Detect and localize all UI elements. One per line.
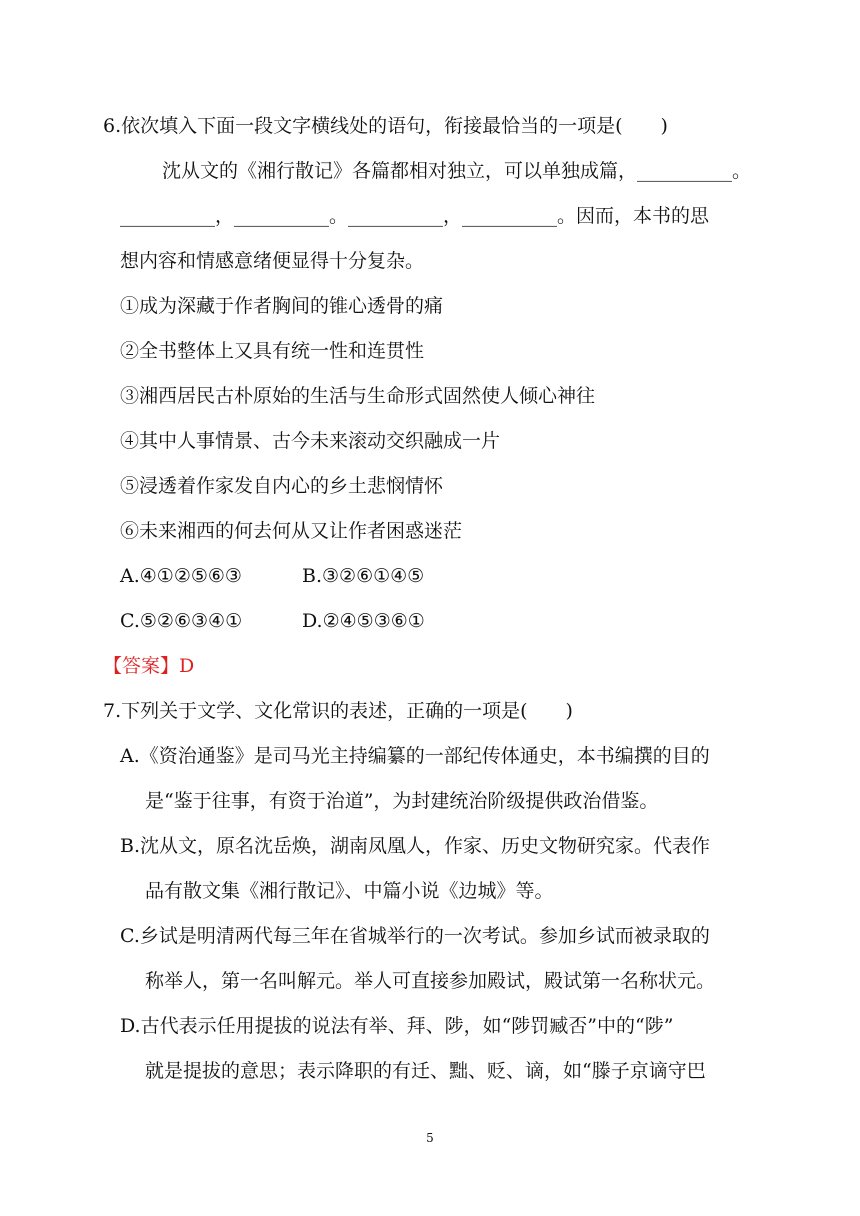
question-6-option-a: A.④①②⑤⑥③ [120, 565, 242, 587]
question-7-option-b-line-2: 品有散文集《湘行散记》、中篇小说《边城》等。 [145, 880, 554, 902]
question-7-option-b-line-1: B.沈从文，原名沈岳焕，湖南凤凰人，作家、历史文物研究家。代表作 [120, 835, 711, 857]
question-6-item-4: ④其中人事情景、古今未来滚动交织融成一片 [120, 430, 501, 452]
question-6-item-6: ⑥未来湘西的何去何从又让作者困惑迷茫 [120, 520, 463, 542]
question-6-item-5: ⑤浸透着作家发自内心的乡土悲悯情怀 [120, 475, 444, 497]
question-6-item-2: ②全书整体上又具有统一性和连贯性 [120, 340, 425, 362]
question-6-stem: 6.依次填入下面一段文字横线处的语句，衔接最恰当的一项是( ) [103, 115, 668, 137]
question-6-passage-line-2: __________，__________。__________，__________。因而，本书的思 [120, 205, 710, 227]
question-6-passage-line-3: 想内容和情感意绪便显得十分复杂。 [120, 250, 425, 272]
question-7-option-d-line-1: D.古代表示任用提拔的说法有举、拜、陟，如“陟罚臧否”中的“陟” [120, 1015, 674, 1037]
page-number: 5 [426, 1131, 434, 1145]
question-6-passage-line-1: 沈从文的《湘行散记》各篇都相对独立，可以单独成篇，__________。 [162, 160, 752, 182]
question-7-option-a-line-2: 是“鉴于往事，有资于治道”，为封建统治阶级提供政治借鉴。 [145, 790, 659, 812]
question-7-option-a-line-1: A.《资治通鉴》是司马光主持编纂的一部纪传体通史，本书编撰的目的 [120, 745, 710, 767]
question-7-stem: 7.下列关于文学、文化常识的表述，正确的一项是( ) [103, 700, 573, 722]
question-6-item-3: ③湘西居民古朴原始的生活与生命形式固然使人倾心神往 [120, 385, 596, 407]
question-7-option-c-line-2: 称举人，第一名叫解元。举人可直接参加殿试，殿试第一名称状元。 [145, 970, 716, 992]
question-6-option-c: C.⑤②⑥③④① [120, 610, 243, 632]
question-6-option-b: B.③②⑥①④⑤ [302, 565, 425, 587]
question-7-option-c-line-1: C.乡试是明清两代每三年在省城举行的一次考试。参加乡试而被录取的 [120, 925, 710, 947]
question-6-option-d: D.②④⑤③⑥① [302, 610, 425, 632]
question-7-option-d-line-2: 就是提拔的意思；表示降职的有迁、黜、贬、谪，如“滕子京谪守巴 [145, 1060, 706, 1082]
question-6-answer: 【答案】D [103, 655, 195, 677]
question-6-item-1: ①成为深藏于作者胸间的锥心透骨的痛 [120, 295, 444, 317]
